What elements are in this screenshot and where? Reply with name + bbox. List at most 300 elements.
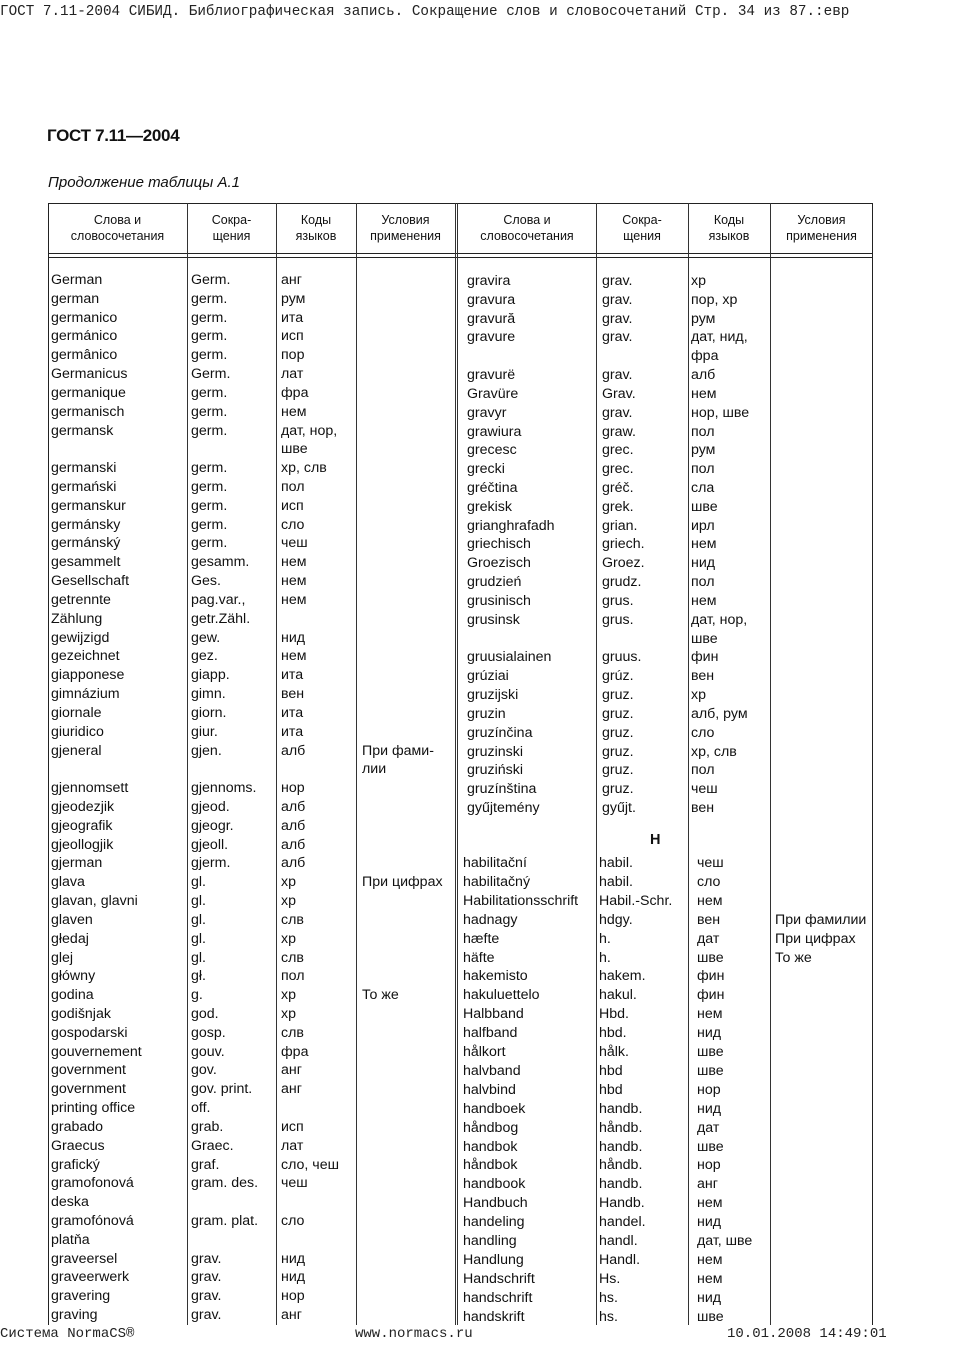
language-code-cell: вен [691, 668, 715, 685]
condition-cell: При фамилии [775, 911, 867, 928]
word-cell: germanique [51, 384, 126, 401]
word-cell: hålkort [463, 1044, 506, 1060]
column-header: Сокра- щения [622, 213, 662, 243]
language-code-cell: вен [691, 799, 715, 816]
abbreviation-cell: germ. [191, 384, 228, 401]
column-divider [688, 203, 689, 1325]
word-cell: gjennomsett [51, 780, 129, 797]
language-code-cell: нем [691, 592, 717, 609]
language-code-cell: нор [281, 1288, 305, 1305]
abbreviation-cell: gov. print. [191, 1081, 253, 1098]
language-code-cell: алб [281, 798, 306, 815]
column-divider [356, 203, 357, 1325]
condition-cell: То же [775, 949, 812, 966]
language-code-cell: нид [281, 1269, 306, 1286]
word-cell: grekisk [467, 498, 512, 515]
word-cell: giapponese [51, 667, 125, 684]
language-code-cell: анг [281, 1081, 302, 1098]
word-cell: häfte [463, 949, 495, 966]
word-cell: Gesellschaft [51, 573, 130, 590]
language-code-cell: лат [281, 1137, 304, 1154]
language-code-cell: пол [691, 762, 715, 779]
word-cell: håndbok [463, 1157, 518, 1174]
language-code-cell: нем [281, 554, 307, 571]
word-cell: halfband [463, 1025, 518, 1042]
word-cell: graving [51, 1307, 98, 1324]
word-cell: germánsky [51, 516, 121, 533]
abbreviation-cell: gov. [191, 1062, 217, 1079]
word-cell: government [51, 1081, 126, 1098]
abbreviation-cell: handl. [599, 1233, 638, 1249]
word-cell: gravyr [467, 404, 507, 421]
abbreviation-cell: gl. [191, 893, 206, 910]
word-cell: grafický [51, 1156, 100, 1173]
abbreviation-cell: Hbd. [599, 1006, 629, 1023]
language-code-cell: нид [697, 1289, 722, 1306]
abbreviation-cell: gesamm. [191, 554, 250, 571]
column-header: Слова и словосочетания [70, 213, 165, 243]
language-code-cell: нор, шве [691, 404, 750, 421]
language-code-cell: пор, хр [691, 291, 738, 308]
word-cell: håndbog [463, 1119, 519, 1136]
abbreviation-cell: handel. [599, 1214, 646, 1231]
word-cell: gospodarski [51, 1024, 128, 1041]
word-cell: gravurë [467, 367, 516, 384]
language-code-cell: нор [697, 1081, 721, 1098]
word-cell: halvband [463, 1062, 521, 1079]
abbreviation-cell: Germ. [191, 272, 231, 288]
abbreviation-cell: germ. [191, 309, 228, 326]
abbreviation-cell: germ. [191, 460, 228, 477]
language-code-cell: дат [697, 930, 720, 947]
abbreviation-cell: gł. [191, 968, 206, 985]
abbreviation-cell: gruz. [602, 705, 634, 722]
condition-cell: При фами- [362, 742, 434, 759]
word-cell: hakemisto [463, 968, 528, 985]
word-cell: gjeodezjik [51, 798, 115, 815]
language-code-cell: дат [697, 1119, 720, 1136]
table-caption: Продолжение таблицы А.1 [48, 174, 240, 191]
word-cell: habilitačný [463, 873, 531, 890]
word-cell: Gravüre [467, 385, 519, 402]
language-code-cell: шве [691, 630, 718, 647]
abbreviation-cell: gl. [191, 911, 206, 928]
abbreviation-cell: grav. [191, 1288, 222, 1305]
abbreviation-cell: grab. [191, 1118, 224, 1135]
abbreviation-cell: gruz. [602, 781, 634, 798]
word-cell: handbok [463, 1138, 518, 1155]
language-code-cell: анг [281, 1307, 302, 1324]
abbreviation-cell: gl. [191, 949, 206, 966]
language-code-cell: ита [281, 309, 304, 326]
language-code-cell: шве [697, 1062, 724, 1079]
word-cell: hadnagy [463, 911, 518, 928]
word-cell: glaven [51, 911, 93, 928]
language-code-cell: вен [697, 911, 721, 928]
language-code-cell: хр [281, 987, 296, 1004]
footer-left: Система NormaCS® [0, 1326, 135, 1342]
abbreviation-cell: god. [191, 1005, 219, 1022]
language-code-cell: шве [697, 949, 724, 966]
word-cell: gjeollogjik [51, 836, 114, 853]
abbreviation-cell: gjennoms. [191, 780, 257, 797]
word-cell: gravira [467, 273, 511, 289]
word-cell: gramofónová [51, 1213, 134, 1229]
word-cell: Zählung [51, 610, 103, 627]
language-code-cell: дат, нор, [281, 422, 338, 439]
word-cell: gréčtina [467, 480, 518, 497]
language-code-cell: шве [697, 1138, 724, 1155]
abbreviation-cell: gyűjt. [602, 799, 636, 816]
language-code-cell: исп [281, 497, 304, 514]
language-code-cell: анг [697, 1176, 718, 1193]
word-cell: germanico [51, 309, 118, 326]
word-cell: government [51, 1062, 126, 1079]
language-code-cell: ита [281, 667, 304, 684]
language-code-cell: нид [281, 629, 306, 646]
word-cell: gesammelt [51, 554, 121, 571]
language-code-cell: сла [691, 480, 715, 497]
language-code-cell: алб [281, 836, 306, 853]
abbreviation-cell: Hs. [599, 1270, 621, 1287]
word-cell: gjeneral [51, 742, 102, 759]
word-cell: grawiura [467, 423, 522, 440]
abbreviation-cell: handb. [599, 1100, 643, 1117]
word-cell: germanisch [51, 403, 125, 420]
abbreviation-cell: hbd [599, 1081, 623, 1098]
abbreviation-cell: grav. [191, 1307, 222, 1324]
abbreviation-cell: grus. [602, 611, 634, 628]
word-cell: gouvernement [51, 1043, 142, 1060]
abbreviation-cell: gew. [191, 629, 221, 646]
language-code-cell: слв [281, 949, 304, 966]
language-code-cell: шве [697, 1044, 724, 1060]
word-cell: Habilitationsschrift [463, 892, 579, 909]
abbreviation-cell: g. [191, 987, 203, 1004]
column-header: Сокра- щения [211, 213, 252, 243]
abbreviation-cell: håndb. [599, 1119, 643, 1136]
word-cell: deska [51, 1194, 89, 1211]
word-cell: gewijzigd [51, 629, 110, 646]
abbreviation-cell: gjen. [191, 742, 222, 759]
abbreviation-cell: Handl. [599, 1251, 641, 1268]
language-code-cell: пол [281, 968, 305, 985]
word-cell: glava [51, 874, 85, 891]
language-code-cell: ита [281, 723, 304, 740]
abbreviation-cell: germ. [191, 422, 228, 439]
language-code-cell: рум [691, 310, 716, 327]
language-code-cell: нид [697, 1214, 722, 1231]
abbreviation-cell: hbd. [599, 1025, 627, 1042]
abbreviation-cell: gruz. [602, 762, 634, 779]
language-code-cell: алб, рум [691, 705, 748, 722]
condition-cell: При цифрах [775, 930, 856, 947]
language-code-cell: вен [281, 686, 305, 703]
abbreviation-cell: h. [599, 949, 611, 966]
word-cell: germanskur [51, 497, 126, 514]
abbreviation-cell: hdgy. [599, 911, 633, 928]
abbreviation-cell: graw. [602, 423, 636, 440]
word-cell: gyűjtemény [467, 799, 540, 816]
word-cell: handschrift [463, 1289, 533, 1306]
word-cell: godina [51, 987, 94, 1004]
language-code-cell: фра [281, 1043, 309, 1060]
word-cell: gravering [51, 1288, 111, 1305]
language-code-cell: шве [691, 498, 718, 515]
abbreviation-cell: off. [191, 1100, 211, 1117]
language-code-cell: сло [281, 1213, 305, 1229]
word-cell: grecesc [467, 442, 517, 459]
word-cell: Handlung [463, 1251, 524, 1268]
abbreviation-cell: gjeod. [191, 798, 230, 815]
language-code-cell: нор [281, 780, 305, 797]
word-cell: gruzijski [467, 687, 519, 704]
language-code-cell: ита [281, 704, 304, 721]
word-cell: Halbband [463, 1006, 524, 1023]
abbreviation-cell: Ges. [191, 573, 221, 590]
word-cell: getrennte [51, 591, 111, 608]
language-code-cell: анг [281, 1062, 302, 1079]
word-cell: główny [51, 968, 96, 985]
abbreviation-cell: gruus. [602, 649, 642, 666]
abbreviation-cell: grav. [602, 404, 633, 421]
abbreviation-cell: gl. [191, 930, 206, 947]
language-code-cell: рум [281, 290, 306, 307]
abbreviation-cell: grav. [602, 329, 633, 346]
abbreviation-cell: gram. des. [191, 1175, 259, 1192]
language-code-cell: сло [281, 516, 305, 533]
abbreviation-cell: pag.var., [191, 591, 246, 608]
language-code-cell: лат [281, 366, 304, 383]
abbreviation-cell: germ. [191, 328, 228, 345]
section-letter: H [650, 832, 661, 848]
abbreviation-cell: getr.Zähl. [191, 610, 251, 627]
language-code-cell: нем [697, 892, 723, 909]
abbreviation-cell: grec. [602, 461, 634, 478]
word-cell: habilitační [463, 855, 527, 871]
word-cell: gjerman [51, 855, 103, 872]
word-cell: giuridico [51, 723, 104, 740]
column-header: Условия применения [786, 213, 857, 243]
language-code-cell: пол [691, 423, 715, 440]
header-divider [48, 253, 873, 254]
language-code-cell: дат, нид, [691, 329, 748, 346]
language-code-cell: нем [697, 1006, 723, 1023]
language-code-cell: хр [281, 930, 296, 947]
language-code-cell: чеш [691, 781, 718, 798]
word-cell: grianghrafadh [467, 517, 555, 534]
language-code-cell: шве [697, 1308, 724, 1325]
language-code-cell: нид [697, 1025, 722, 1042]
language-code-cell: сло [691, 724, 715, 741]
top-header-line: ГОСТ 7.11-2004 СИБИД. Библиографическая запись. Сокращение слов и словосочетаний Стр. 34 из 87.:евр [0, 4, 850, 20]
abbreviation-cell: grian. [602, 517, 638, 534]
word-cell: germansk [51, 422, 114, 439]
abbreviation-cell: gouv. [191, 1043, 225, 1060]
abbreviation-cell: hålk. [599, 1044, 629, 1060]
abbreviation-cell: grúz. [602, 668, 634, 685]
abbreviation-cell: gruz. [602, 743, 634, 760]
language-code-cell: нем [691, 536, 717, 553]
word-cell: głedaj [51, 930, 89, 947]
abbreviation-cell: hakul. [599, 987, 637, 1004]
abbreviation-cell: Graec. [191, 1137, 234, 1154]
word-cell: gruzinski [467, 743, 523, 760]
word-cell: german [51, 290, 100, 307]
abbreviation-cell: gruz. [602, 687, 634, 704]
column-divider [276, 203, 277, 1325]
abbreviation-cell: giorn. [191, 704, 227, 721]
language-code-cell: алб [281, 742, 306, 759]
word-cell: grecki [467, 461, 505, 478]
word-cell: gravura [467, 291, 516, 308]
word-cell: griechisch [467, 536, 531, 553]
word-cell: Handschrift [463, 1270, 535, 1287]
abbreviation-cell: giur. [191, 723, 218, 740]
word-cell: gravură [467, 310, 516, 327]
language-code-cell: нор [697, 1157, 721, 1174]
word-cell: gjeografik [51, 817, 113, 834]
word-cell: Graecus [51, 1137, 105, 1154]
abbreviation-cell: graf. [191, 1156, 220, 1173]
abbreviation-cell: grav. [191, 1250, 222, 1267]
abbreviation-cell: Germ. [191, 366, 231, 383]
language-code-cell: хр, слв [281, 460, 327, 477]
abbreviation-cell: gl. [191, 874, 206, 891]
word-cell: halvbind [463, 1081, 516, 1098]
condition-cell: При цифрах [362, 874, 443, 891]
word-cell: grudzień [467, 574, 522, 591]
abbreviation-cell: habil. [599, 873, 633, 890]
word-cell: germanski [51, 460, 117, 477]
language-code-cell: хр [691, 273, 706, 289]
word-cell: grusinisch [467, 592, 531, 609]
abbreviation-cell: germ. [191, 497, 228, 514]
abbreviation-cell: gjeogr. [191, 817, 234, 834]
center-divider [455, 203, 458, 1325]
word-cell: Germanicus [51, 366, 128, 383]
language-code-cell: фра [281, 384, 309, 401]
language-code-cell: фра [691, 348, 719, 365]
column-divider [187, 203, 188, 1325]
language-code-cell: чеш [281, 1175, 308, 1192]
language-code-cell: дат, нор, [691, 611, 748, 628]
language-code-cell: нем [691, 385, 717, 402]
language-code-cell: нем [697, 1270, 723, 1287]
abbreviation-cell: gréč. [602, 480, 634, 497]
abbreviation-cell: grav. [602, 291, 633, 308]
word-cell: gravure [467, 329, 516, 346]
language-code-cell: пол [691, 574, 715, 591]
abbreviation-cell: giapp. [191, 667, 230, 684]
word-cell: graveersel [51, 1250, 118, 1267]
language-code-cell: алб [281, 855, 306, 872]
word-cell: gezeichnet [51, 648, 120, 665]
word-cell: glej [51, 949, 74, 966]
language-code-cell: чеш [697, 855, 724, 871]
word-cell: grúziai [467, 668, 509, 685]
language-code-cell: ирл [691, 517, 715, 534]
word-cell: glavan, glavni [51, 893, 138, 910]
language-code-cell: алб [281, 817, 306, 834]
abbreviation-cell: germ. [191, 516, 228, 533]
word-cell: grabado [51, 1118, 104, 1135]
abbreviation-cell: grav. [602, 310, 633, 327]
word-cell: handboek [463, 1100, 526, 1117]
abbreviation-cell: hs. [599, 1289, 618, 1306]
language-code-cell: нид [691, 555, 716, 572]
language-code-cell: хр [281, 893, 296, 910]
abbreviation-cell: h. [599, 930, 611, 947]
abbreviation-cell: handb. [599, 1138, 643, 1155]
abbreviation-cell: hakem. [599, 968, 646, 985]
abbreviation-cell: gjerm. [191, 855, 231, 872]
language-code-cell: слв [281, 911, 304, 928]
language-code-cell: слв [281, 1024, 304, 1041]
language-code-cell: исп [281, 1118, 304, 1135]
word-cell: Handbuch [463, 1195, 528, 1212]
word-cell: grusinsk [467, 611, 520, 628]
language-code-cell: пор [281, 347, 305, 364]
language-code-cell: хр [691, 687, 706, 704]
condition-cell: То же [362, 987, 399, 1004]
word-cell: handskrift [463, 1308, 525, 1325]
word-cell: gruziński [467, 762, 523, 779]
abbreviation-cell: hs. [599, 1308, 618, 1325]
abbreviation-cell: grec. [602, 442, 634, 459]
word-cell: germański [51, 479, 117, 496]
abbreviation-cell: Handb. [599, 1195, 645, 1212]
footer-center: www.normacs.ru [355, 1326, 473, 1342]
word-cell: Groezisch [467, 555, 531, 572]
word-cell: gramofonová [51, 1175, 134, 1192]
language-code-cell: нид [281, 1250, 306, 1267]
abbreviation-cell: germ. [191, 347, 228, 364]
abbreviation-cell: germ. [191, 403, 228, 420]
language-code-cell: нем [281, 648, 307, 665]
abbreviation-cell: gimn. [191, 686, 226, 703]
header-divider-2 [48, 257, 873, 258]
language-code-cell: фин [691, 649, 719, 666]
language-code-cell: нем [281, 591, 307, 608]
footer-right: 10.01.2008 14:49:01 [727, 1326, 887, 1342]
language-code-cell: хр [281, 874, 296, 891]
language-code-cell: фин [697, 987, 725, 1004]
language-code-cell: дат, шве [697, 1233, 753, 1249]
abbreviation-cell: gosp. [191, 1024, 226, 1041]
language-code-cell: хр [281, 1005, 296, 1022]
language-code-cell: пол [281, 479, 305, 496]
language-code-cell: сло, чеш [281, 1156, 339, 1173]
abbreviation-cell: habil. [599, 855, 633, 871]
word-cell: germánico [51, 328, 118, 345]
language-code-cell: шве [281, 441, 308, 458]
abbreviation-cell: germ. [191, 535, 228, 552]
word-cell: gruzínština [467, 781, 537, 798]
word-cell: gimnázium [51, 686, 120, 703]
word-cell: German [51, 272, 103, 288]
column-divider [596, 203, 597, 1325]
language-code-cell: нид [697, 1100, 722, 1117]
abbreviation-cell: Habil.-Schr. [599, 892, 673, 909]
word-cell: gruzin [467, 705, 506, 722]
abbreviation-cell: handb. [599, 1176, 643, 1193]
abbreviation-cell: grav. [191, 1269, 222, 1286]
word-cell: platňa [51, 1231, 90, 1248]
document-code: ГОСТ 7.11—2004 [47, 126, 180, 145]
abbreviation-cell: hbd [599, 1062, 623, 1079]
language-code-cell: чеш [281, 535, 308, 552]
